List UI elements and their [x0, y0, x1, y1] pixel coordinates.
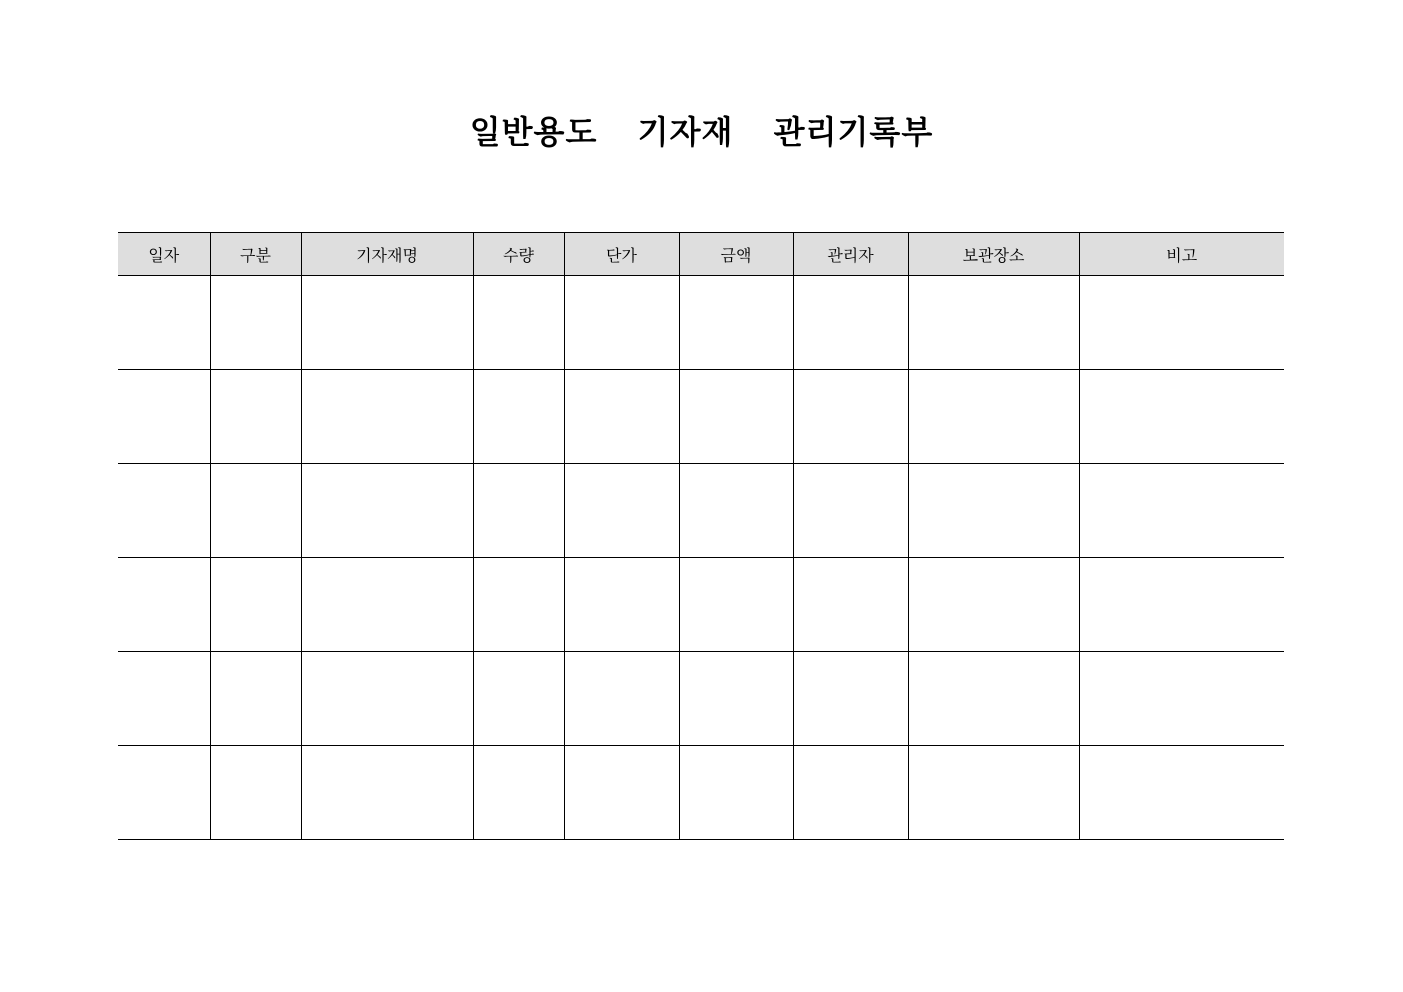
- cell-quantity[interactable]: [473, 276, 564, 370]
- cell-manager[interactable]: [793, 652, 908, 746]
- cell-item-name[interactable]: [301, 558, 473, 652]
- cell-quantity[interactable]: [473, 370, 564, 464]
- cell-remarks[interactable]: [1079, 652, 1284, 746]
- cell-amount[interactable]: [679, 652, 793, 746]
- table-row: [118, 370, 1284, 464]
- cell-unit-price[interactable]: [564, 464, 679, 558]
- cell-remarks[interactable]: [1079, 558, 1284, 652]
- cell-category[interactable]: [210, 558, 301, 652]
- column-header-amount: 금액: [679, 233, 793, 276]
- cell-category[interactable]: [210, 464, 301, 558]
- table-row: [118, 276, 1284, 370]
- cell-remarks[interactable]: [1079, 370, 1284, 464]
- cell-unit-price[interactable]: [564, 370, 679, 464]
- cell-item-name[interactable]: [301, 276, 473, 370]
- cell-quantity[interactable]: [473, 558, 564, 652]
- table-row: [118, 464, 1284, 558]
- cell-storage-location[interactable]: [908, 370, 1079, 464]
- cell-manager[interactable]: [793, 464, 908, 558]
- cell-amount[interactable]: [679, 558, 793, 652]
- cell-unit-price[interactable]: [564, 558, 679, 652]
- column-header-item-name: 기자재명: [301, 233, 473, 276]
- column-header-remarks: 비고: [1079, 233, 1284, 276]
- cell-date[interactable]: [118, 464, 210, 558]
- column-header-unit-price: 단가: [564, 233, 679, 276]
- table-header-row: [118, 233, 1284, 276]
- cell-date[interactable]: [118, 370, 210, 464]
- cell-storage-location[interactable]: [908, 558, 1079, 652]
- cell-amount[interactable]: [679, 464, 793, 558]
- cell-category[interactable]: [210, 370, 301, 464]
- column-header-date: 일자: [118, 233, 210, 276]
- cell-unit-price[interactable]: [564, 652, 679, 746]
- cell-category[interactable]: [210, 652, 301, 746]
- column-header-quantity: 수량: [473, 233, 564, 276]
- cell-remarks[interactable]: [1079, 464, 1284, 558]
- cell-date[interactable]: [118, 276, 210, 370]
- cell-date[interactable]: [118, 558, 210, 652]
- cell-amount[interactable]: [679, 370, 793, 464]
- cell-quantity[interactable]: [473, 652, 564, 746]
- cell-storage-location[interactable]: [908, 746, 1079, 840]
- cell-unit-price[interactable]: [564, 746, 679, 840]
- cell-manager[interactable]: [793, 370, 908, 464]
- cell-remarks[interactable]: [1079, 746, 1284, 840]
- column-header-manager: 관리자: [793, 233, 908, 276]
- cell-category[interactable]: [210, 276, 301, 370]
- cell-amount[interactable]: [679, 746, 793, 840]
- equipment-record-table: [118, 232, 1284, 840]
- cell-quantity[interactable]: [473, 464, 564, 558]
- cell-remarks[interactable]: [1079, 276, 1284, 370]
- cell-manager[interactable]: [793, 276, 908, 370]
- cell-date[interactable]: [118, 652, 210, 746]
- table-row: [118, 652, 1284, 746]
- cell-item-name[interactable]: [301, 746, 473, 840]
- cell-category[interactable]: [210, 746, 301, 840]
- cell-item-name[interactable]: [301, 652, 473, 746]
- cell-item-name[interactable]: [301, 464, 473, 558]
- cell-date[interactable]: [118, 746, 210, 840]
- cell-quantity[interactable]: [473, 746, 564, 840]
- cell-storage-location[interactable]: [908, 652, 1079, 746]
- document-title: 일반용도 기자재 관리기록부: [469, 113, 934, 151]
- table-row: [118, 746, 1284, 840]
- cell-manager[interactable]: [793, 746, 908, 840]
- column-header-storage-location: 보관장소: [908, 233, 1079, 276]
- table-row: [118, 558, 1284, 652]
- cell-storage-location[interactable]: [908, 276, 1079, 370]
- cell-storage-location[interactable]: [908, 464, 1079, 558]
- cell-amount[interactable]: [679, 276, 793, 370]
- cell-item-name[interactable]: [301, 370, 473, 464]
- cell-unit-price[interactable]: [564, 276, 679, 370]
- cell-manager[interactable]: [793, 558, 908, 652]
- column-header-category: 구분: [210, 233, 301, 276]
- table-body: [118, 276, 1284, 840]
